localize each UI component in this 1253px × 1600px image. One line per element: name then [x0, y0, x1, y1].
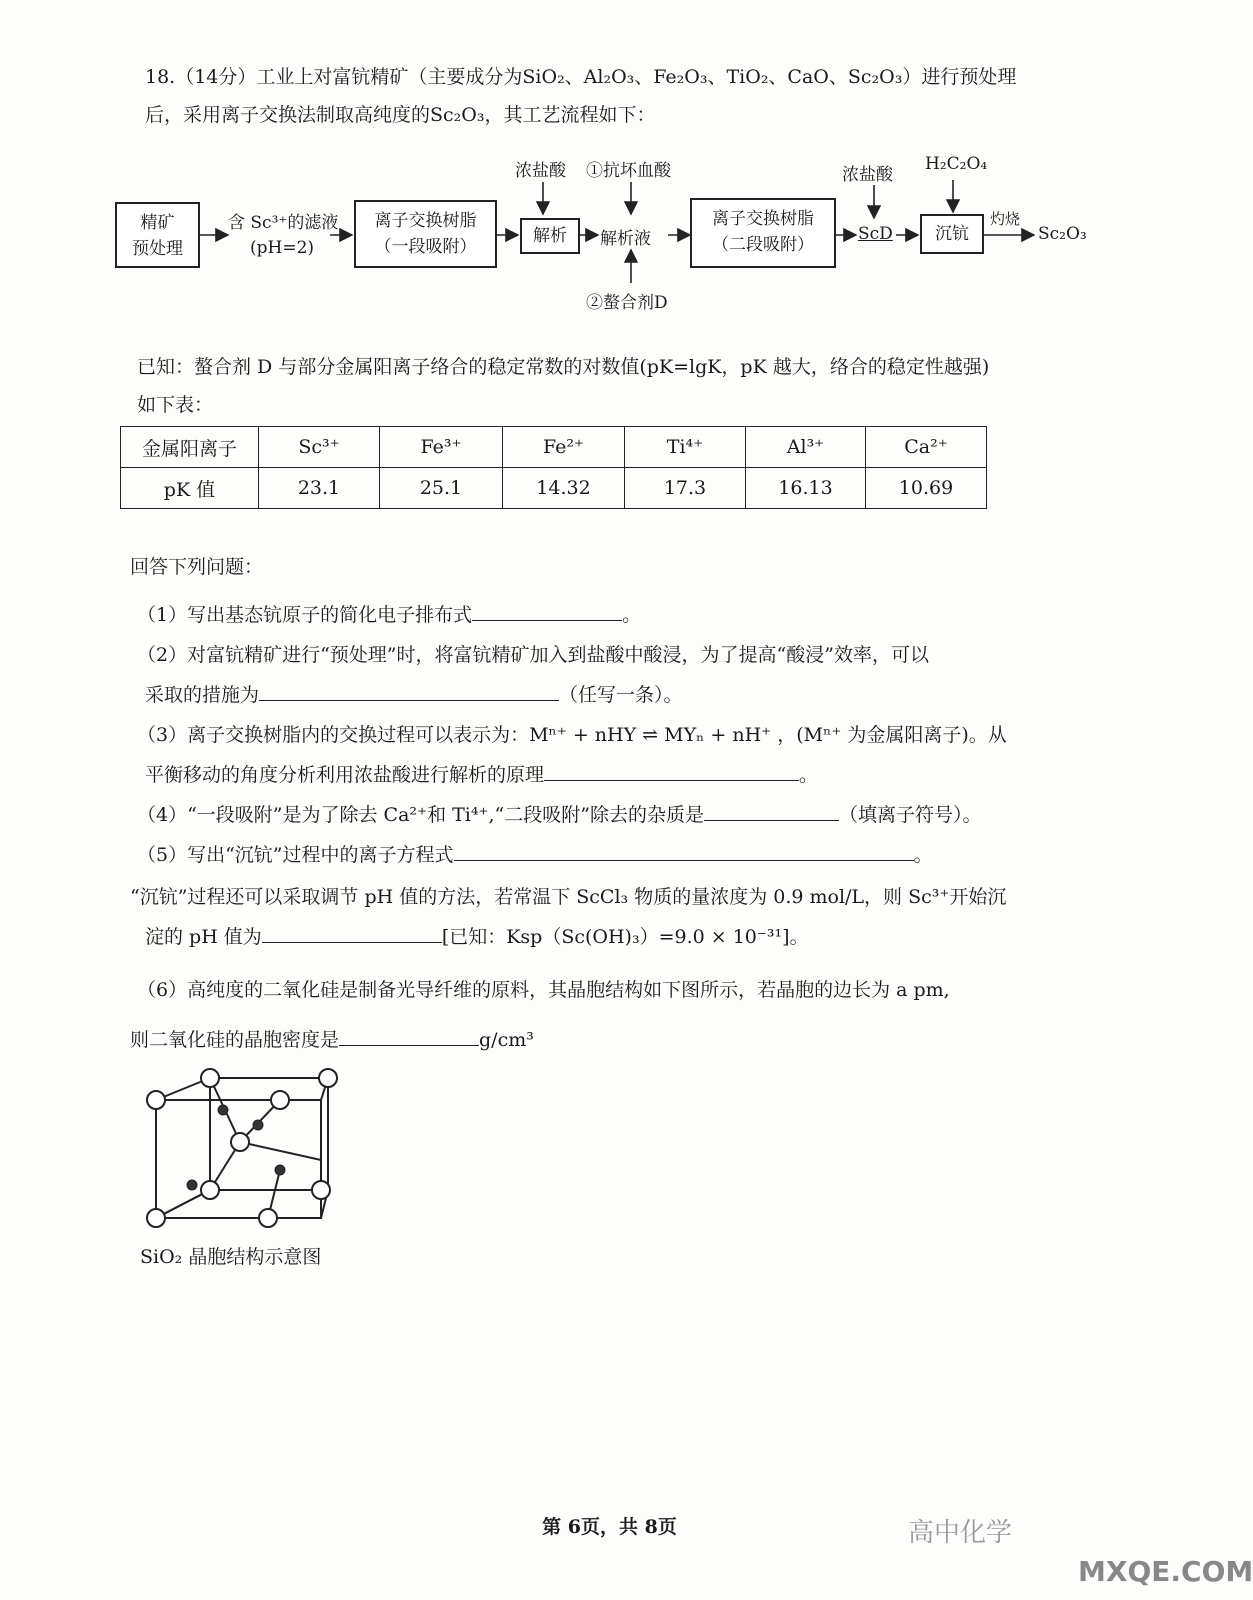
product-label: Sc₂O₃ — [1038, 224, 1087, 244]
conc-hcl-label-1: 浓盐酸 — [515, 161, 566, 181]
eluate-label: 解析液 — [600, 229, 651, 249]
q5-end: 。 — [913, 844, 933, 866]
page-number: 第 6页，共 8页 — [542, 1516, 677, 1538]
q1-end: 。 — [622, 604, 642, 626]
question-3-line2 — [145, 760, 818, 787]
question-1 — [137, 600, 641, 627]
ascorbic-acid-label: ①抗坏血酸 — [586, 161, 671, 181]
questions-intro: 回答下列问题： — [130, 556, 264, 578]
q6-unit: g/cm³ — [479, 1029, 534, 1051]
table-cell: 14.32 — [503, 468, 625, 509]
q6-text: 则二氧化硅的晶胞密度是 — [130, 1029, 340, 1051]
oxalic-acid-label: H₂C₂O₄ — [925, 154, 988, 174]
calcination-label: 灼烧 — [990, 210, 1021, 228]
answer-blank-2[interactable] — [259, 682, 559, 701]
pretreatment-label-2: 预处理 — [132, 239, 183, 259]
resin-stage2-label-1: 离子交换树脂 — [712, 209, 814, 229]
q3-text: 平衡移动的角度分析利用浓盐酸进行解析的原理 — [145, 764, 545, 786]
known-info-line2: 如下表： — [137, 394, 214, 416]
chelating-agent-label: ②螯合剂D — [586, 293, 668, 313]
answer-blank-1[interactable] — [472, 602, 622, 621]
q5-text: （5）写出“沉钪”过程中的离子方程式 — [137, 844, 454, 866]
table-cell: Ca²⁺ — [866, 427, 987, 468]
table-cell: 10.69 — [866, 468, 987, 509]
filtrate-label: 含 Sc³⁺的滤液 — [228, 213, 339, 233]
table-header-ion: 金属阳离子 — [121, 427, 259, 468]
q2-text: 采取的措施为 — [145, 684, 260, 706]
question-5-line1 — [137, 840, 933, 867]
table-cell: 23.1 — [259, 468, 380, 509]
known-info-line1: 已知：螯合剂 D 与部分金属阳离子络合的稳定常数的对数值(pK=lgK，pK 越大，络合的稳定性越强) — [137, 356, 990, 378]
q2-end: （任写一条）。 — [559, 684, 683, 706]
resin-stage1-label-2: （一段吸附） — [374, 237, 477, 257]
scd-label: ScD — [858, 224, 893, 244]
table-cell: Ti⁴⁺ — [625, 427, 746, 468]
pk-value-table — [120, 426, 987, 509]
question-2-line2 — [145, 680, 683, 707]
question-header-line1: 18.（14分）工业上对富钪精矿（主要成分为SiO₂、Al₂O₃、Fe₂O₃、TiO₂、CaO、Sc₂O₃）进行预处理 — [145, 66, 1017, 88]
answer-blank-5b[interactable] — [262, 924, 442, 943]
resin-stage2-label-2: （二段吸附） — [712, 235, 814, 255]
table-cell: Sc³⁺ — [259, 427, 380, 468]
precipitation-box: 沉钪 — [920, 214, 984, 254]
table-cell: 17.3 — [625, 468, 746, 509]
resin-stage1-box — [354, 200, 497, 268]
conc-hcl-label-2: 浓盐酸 — [842, 165, 893, 185]
sio2-unit-cell-figure — [130, 1060, 350, 1240]
table-row — [121, 468, 987, 509]
question-2-line1: （2）对富钪精矿进行“预处理”时，将富钪精矿加入到盐酸中酸浸，为了提高“酸浸”效率，可以 — [137, 644, 929, 666]
q4-end: （填离子符号）。 — [838, 804, 982, 826]
question-header-line2: 后，采用离子交换法制取高纯度的Sc₂O₃，其工艺流程如下： — [145, 104, 656, 126]
question-6-line2 — [130, 1025, 534, 1052]
pretreatment-label-1: 精矿 — [140, 213, 175, 233]
site-watermark: MXQE.COM — [1078, 1555, 1253, 1588]
q1-text: （1）写出基态钪原子的简化电子排布式 — [137, 604, 473, 626]
answer-blank-5a[interactable] — [454, 842, 914, 861]
answer-blank-6[interactable] — [339, 1027, 479, 1046]
table-cell: Fe²⁺ — [503, 427, 625, 468]
table-cell: 16.13 — [746, 468, 866, 509]
resin-stage1-label-1: 离子交换树脂 — [374, 211, 477, 231]
watermark-text: 高中化学 — [908, 1518, 1013, 1548]
pretreatment-box — [115, 202, 200, 268]
answer-blank-3[interactable] — [544, 762, 799, 781]
table-cell: Fe³⁺ — [380, 427, 503, 468]
answer-blank-4[interactable] — [704, 802, 839, 821]
q3-end: 。 — [799, 764, 819, 786]
table-cell: 25.1 — [380, 468, 503, 509]
question-6-line1: （6）高纯度的二氧化硅是制备光导纤维的原料，其晶胞结构如下图所示，若晶胞的边长为 a pm, — [137, 979, 950, 1001]
filtrate-ph-label: (pH=2) — [250, 238, 315, 258]
resin-stage2-box — [690, 198, 836, 268]
question-5-line2: “沉钪”过程还可以采取调节 pH 值的方法，若常温下 ScCl₃ 物质的量浓度为 0.9 mol/L，则 Sc³⁺开始沉 — [130, 886, 1007, 908]
q4-text: （4）“一段吸附”是为了除去 Ca²⁺和 Ti⁴⁺,“二段吸附”除去的杂质是 — [137, 804, 704, 826]
figure-caption: SiO₂ 晶胞结构示意图 — [140, 1246, 322, 1268]
table-cell: Al³⁺ — [746, 427, 866, 468]
q5-ksp-note: [已知：Ksp（Sc(OH)₃）=9.0 × 10⁻³¹]。 — [441, 926, 809, 948]
question-4 — [137, 800, 981, 827]
table-header-pk: pK 值 — [121, 468, 259, 509]
question-5-line3 — [145, 922, 809, 949]
elution-box: 解析 — [520, 218, 580, 254]
q5-text-2: 淀的 pH 值为 — [145, 926, 262, 948]
question-3-line1: （3）离子交换树脂内的交换过程可以表示为：Mⁿ⁺ + nHY ⇌ MYₙ + nH⁺ ，(Mⁿ⁺ 为金属阳离子)。从 — [137, 724, 1007, 746]
table-row — [121, 427, 987, 468]
